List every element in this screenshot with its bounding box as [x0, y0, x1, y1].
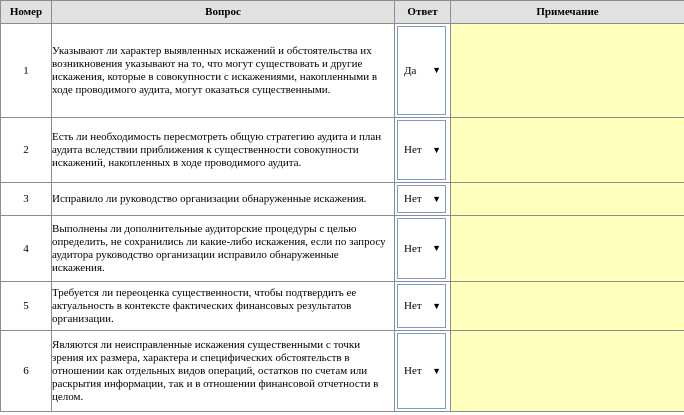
note-cell[interactable]: [451, 118, 684, 183]
answer-select-value: Нет: [404, 242, 422, 255]
answer-cell: [395, 24, 451, 118]
answer-cell: [395, 282, 451, 331]
row-question: Есть ли необходимость пересмотреть общую стратегию аудита и план аудита вследствии приближения к существенности совокупности искажений, накопленных в ходе проводимого аудита.: [52, 118, 395, 183]
row-question: Выполнены ли дополнительные аудиторские процедуры с целью определить, не сохранились ли какие-либо искажения, если по запросу аудитора руководство организации исправило обнаруженные искажения.: [52, 216, 395, 282]
row-number: 6: [1, 331, 52, 412]
row-question: Указывают ли характер выявленных искажений и обстоятельства их возникновения указывают на то, что могут существовать и другие искажения, которые в совокупности с искажениями, накопленными в ходе проводимого аудита, могут оказаться существенными.: [52, 24, 395, 118]
caret-down-icon[interactable]: ▼: [432, 300, 441, 311]
row-question: Исправило ли руководство организации обнаруженные искажения.: [52, 183, 395, 216]
note-cell[interactable]: [451, 331, 684, 412]
table-row: [1, 216, 684, 282]
row-question: Являются ли неисправленные искажения существенными с точки зрения их размера, характера и специфических обстоятельств в отношении как отдельных видов операций, остатков по счетам или раскрытия информации, так и в отношении финансовой отчетности в целом.: [52, 331, 395, 412]
header-question: Вопрос: [52, 1, 395, 24]
answer-select-value: Нет: [404, 365, 422, 377]
answer-select-value: Нет: [404, 144, 422, 156]
table-row: [1, 183, 684, 216]
row-number: 5: [1, 282, 52, 331]
caret-down-icon[interactable]: ▼: [432, 65, 441, 75]
row-number: 4: [1, 216, 52, 282]
row-number: 3: [1, 183, 52, 216]
header-number: Номер: [1, 1, 52, 24]
row-number: 1: [1, 24, 52, 118]
table-row: [1, 331, 684, 412]
answer-cell: [395, 216, 451, 282]
answer-cell: [395, 118, 451, 183]
caret-down-icon[interactable]: ▼: [432, 365, 441, 376]
table-row: [1, 118, 684, 183]
table-header-row: [1, 1, 684, 24]
note-cell[interactable]: [451, 216, 684, 282]
answer-select-value: Нет: [404, 193, 422, 205]
answer-select[interactable]: [397, 284, 446, 328]
answer-select[interactable]: [397, 218, 446, 279]
row-number: 2: [1, 118, 52, 183]
header-answer: Ответ: [395, 1, 451, 24]
caret-down-icon[interactable]: ▼: [432, 193, 441, 204]
table-row: [1, 24, 684, 118]
answer-select-value: Да: [404, 64, 417, 77]
answer-cell: [395, 331, 451, 412]
answer-select[interactable]: [397, 333, 446, 409]
caret-down-icon[interactable]: ▼: [432, 243, 441, 253]
answer-select[interactable]: [397, 26, 446, 115]
note-cell[interactable]: [451, 282, 684, 331]
header-note: Примечание: [451, 1, 684, 24]
answer-select-value: Нет: [404, 300, 422, 312]
answer-cell: [395, 183, 451, 216]
answer-select[interactable]: [397, 120, 446, 180]
row-question: Требуется ли переоценка существенности, чтобы подтвердить ее актуальность в контексте фактических финансовых результатов организации.: [52, 282, 395, 331]
table-row: [1, 282, 684, 331]
answer-select[interactable]: [397, 185, 446, 213]
note-cell[interactable]: [451, 183, 684, 216]
caret-down-icon[interactable]: ▼: [432, 144, 441, 155]
note-cell[interactable]: [451, 24, 684, 118]
